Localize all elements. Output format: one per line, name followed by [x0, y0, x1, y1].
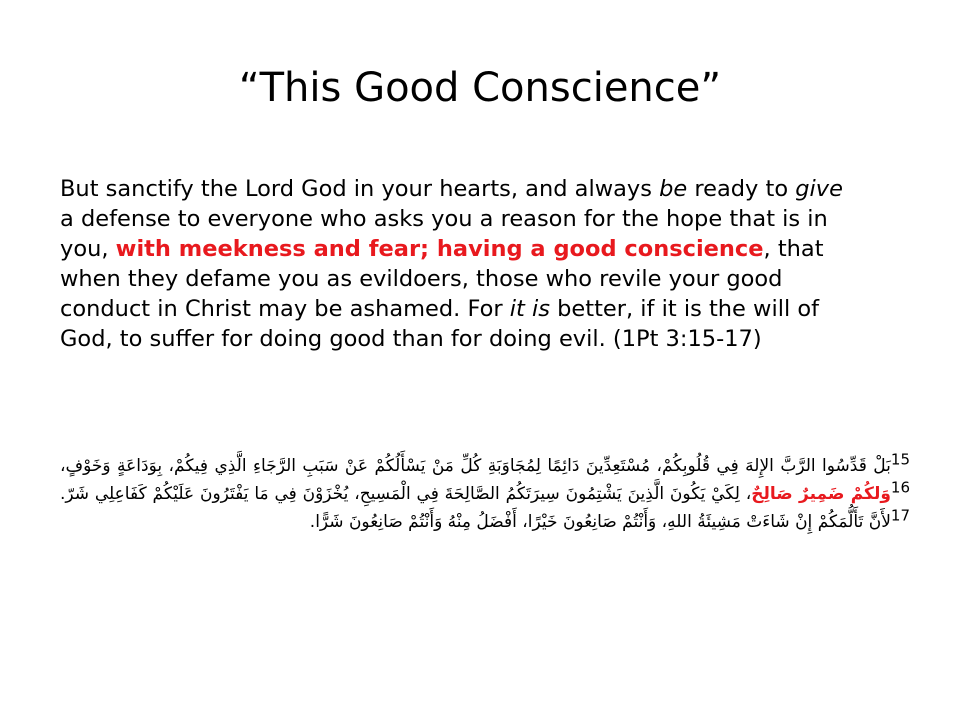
english-verse-text — [60, 174, 860, 354]
arabic-text-part: ، لِكَيْ يَكُونَ الَّذِينَ يَشْتِمُونَ سِيرَتَكُمُ الصَّالِحَةَ فِي الْمَسِيحِ، يُخْزَوْنَ فِي مَا يَفْتَرُونَ عَلَيْكُمْ كَفَاعِلِي شَرّ. — [60, 484, 752, 504]
arabic-highlight: وَلكُمْ ضَمِيرٌ صَالِحٌ — [751, 484, 891, 504]
english-text-part: better, if it is the will of God, to suffer for doing good than for doing evil. (1Pt 3:15-17) — [60, 296, 820, 352]
english-text-part: , that when they defame you as evildoers, those who revile your good conduct in Christ may be ashamed. For — [60, 236, 824, 322]
english-highlight: with meekness and fear; having a good conscience — [115, 236, 764, 262]
arabic-verse-text — [60, 452, 910, 536]
arabic-text-part: لأَنَّ تَأَلُّمَكُمْ إِنْ شَاءَتْ مَشِيئَةُ اللهِ، وَأَنْتُمْ صَانِعُونَ خَيْرًا، أَفْضَلُ مِنْهُ وَأَنْتُمْ صَانِعُونَ شَرًّا. — [309, 512, 891, 532]
english-italic-part: be — [659, 176, 688, 202]
verse-number-16: 16 — [890, 478, 910, 497]
english-text-part: But sanctify the Lord God in your hearts, and always — [60, 176, 660, 202]
english-italic-part: it is — [509, 296, 550, 322]
verse-number-15: 15 — [890, 450, 910, 469]
english-text-part: ready to — [687, 176, 796, 202]
verse-number-17: 17 — [890, 506, 910, 525]
english-italic-part: give — [795, 176, 843, 202]
arabic-text-part: بَلْ قَدِّسُوا الرَّبَّ الإِلهَ فِي قُلُوبِكُمْ، مُسْتَعِدِّينَ دَائِمًا لِمُجَاوَبَةِ كُلِّ مَنْ يَسْأَلُكُمْ عَنْ سَبَبِ الرَّجَاءِ الَّذِي فِيكُمْ، بِوَدَاعَةٍ وَخَوْفٍ، — [60, 456, 891, 476]
english-text-part: a defense to everyone who asks you a reason for the hope that is in you, — [60, 206, 828, 262]
slide-title: “This Good Conscience” — [238, 65, 722, 111]
